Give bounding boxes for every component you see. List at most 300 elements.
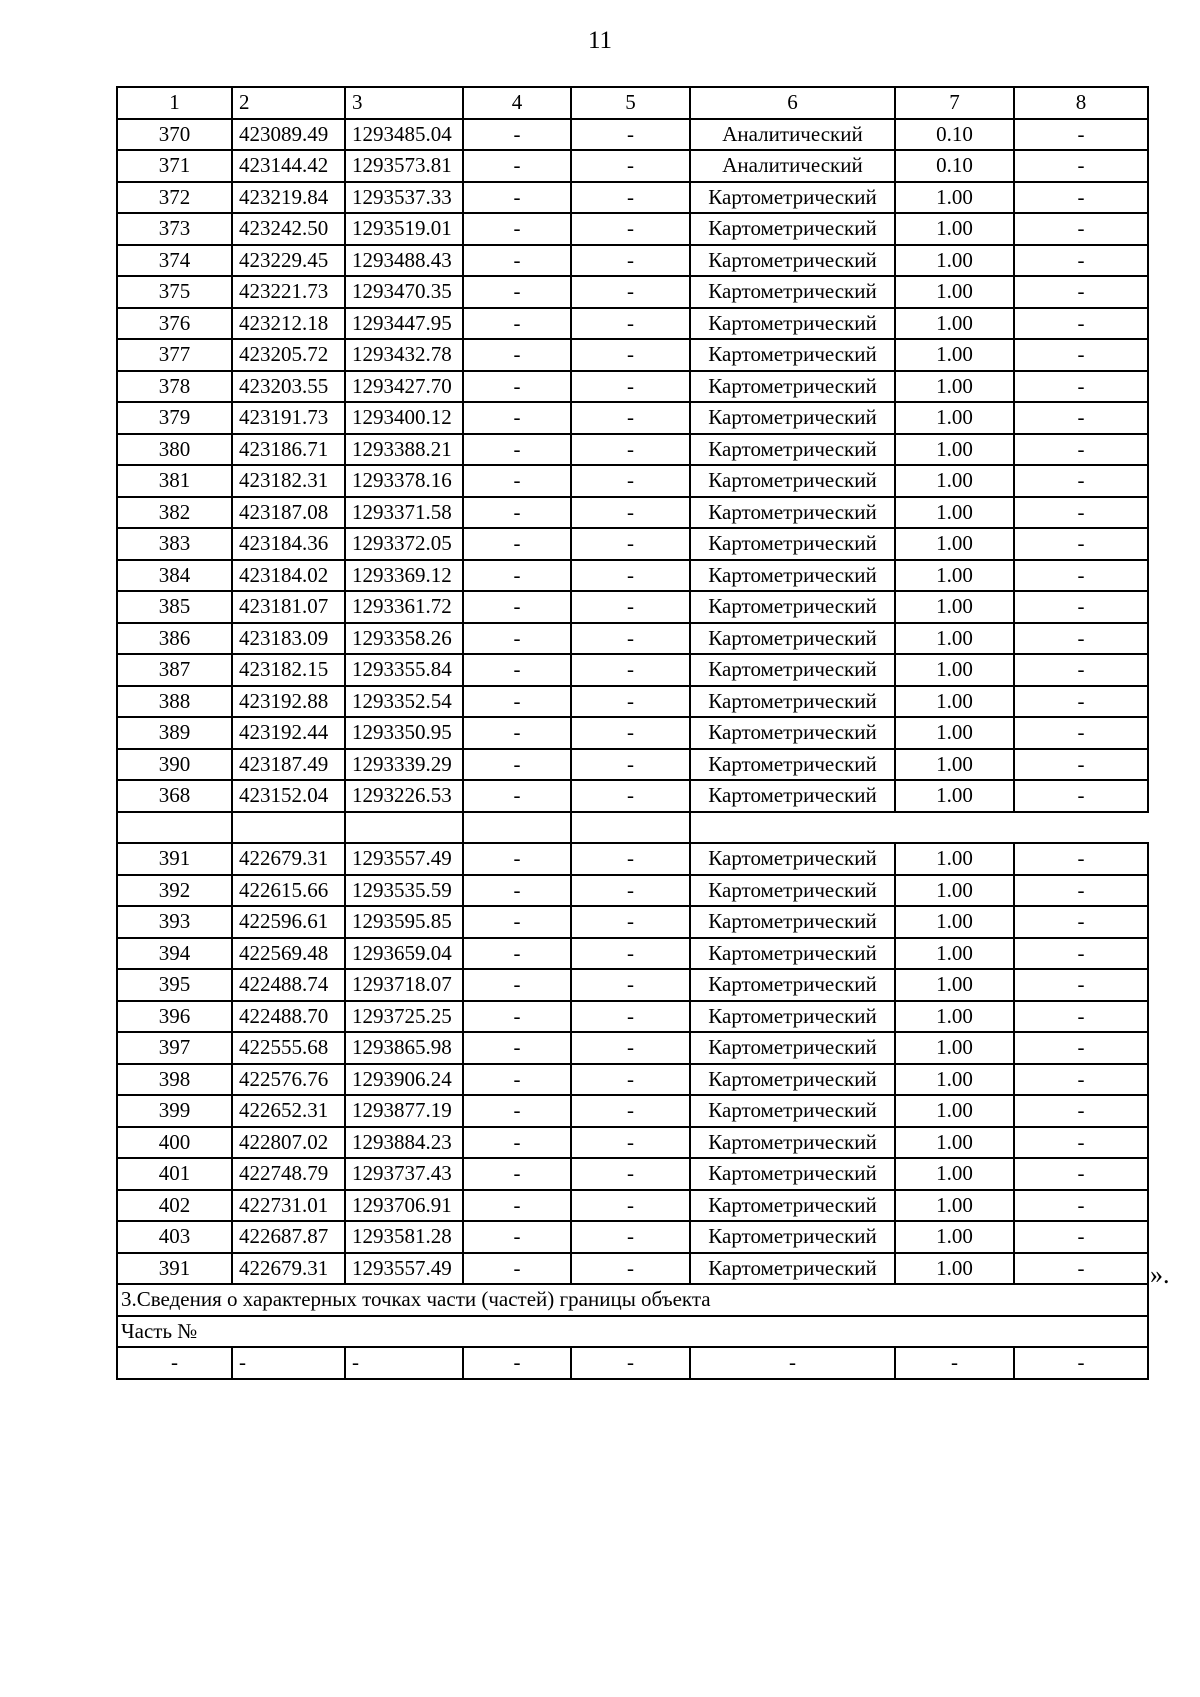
col-8-cell: - bbox=[1014, 1064, 1148, 1096]
col-5-cell: - bbox=[571, 780, 690, 812]
coord-y-cell: 1293470.35 bbox=[345, 276, 463, 308]
col-4-cell: - bbox=[463, 1001, 571, 1033]
col-4-cell: - bbox=[463, 591, 571, 623]
table-row bbox=[117, 245, 1148, 277]
table-row bbox=[117, 717, 1148, 749]
header-row bbox=[117, 87, 1148, 119]
coord-y-cell: 1293371.58 bbox=[345, 497, 463, 529]
method-cell: Картометрический bbox=[690, 1190, 895, 1222]
coord-y-cell: 1293427.70 bbox=[345, 371, 463, 403]
accuracy-cell: 1.00 bbox=[895, 1190, 1014, 1222]
point-number-cell: 375 bbox=[117, 276, 232, 308]
col-8-cell: - bbox=[1014, 434, 1148, 466]
col-5-cell: - bbox=[571, 938, 690, 970]
coord-x-cell: 423187.49 bbox=[232, 749, 345, 781]
point-number-cell: 388 bbox=[117, 686, 232, 718]
table-row bbox=[117, 1001, 1148, 1033]
empty-cell bbox=[345, 812, 463, 844]
col-4-cell: - bbox=[463, 686, 571, 718]
coord-x-cell: 423229.45 bbox=[232, 245, 345, 277]
col-4-cell: - bbox=[463, 560, 571, 592]
coord-y-cell: 1293737.43 bbox=[345, 1158, 463, 1190]
coord-y-cell: 1293447.95 bbox=[345, 308, 463, 340]
col-4-cell: - bbox=[463, 1032, 571, 1064]
accuracy-cell: 1.00 bbox=[895, 213, 1014, 245]
col-8-cell: - bbox=[1014, 686, 1148, 718]
point-number-cell: 393 bbox=[117, 906, 232, 938]
col-5-cell: - bbox=[571, 371, 690, 403]
table-row bbox=[117, 339, 1148, 371]
coord-x-cell: 423184.02 bbox=[232, 560, 345, 592]
col-4-cell: 4 bbox=[463, 87, 571, 119]
col-8-cell: - bbox=[1014, 465, 1148, 497]
col-5-cell: - bbox=[571, 560, 690, 592]
col-4-cell: - bbox=[463, 213, 571, 245]
coord-x-cell: 422652.31 bbox=[232, 1095, 345, 1127]
table-row bbox=[117, 686, 1148, 718]
col-5-cell: - bbox=[571, 843, 690, 875]
col-5-cell: - bbox=[571, 654, 690, 686]
coord-y-cell: 1293865.98 bbox=[345, 1032, 463, 1064]
col-8-cell: - bbox=[1014, 1032, 1148, 1064]
point-number-cell: 381 bbox=[117, 465, 232, 497]
col-8-cell: - bbox=[1014, 371, 1148, 403]
accuracy-cell: 1.00 bbox=[895, 843, 1014, 875]
point-number-cell: 377 bbox=[117, 339, 232, 371]
coord-y-cell: 1293535.59 bbox=[345, 875, 463, 907]
coord-y-cell: 1293884.23 bbox=[345, 1127, 463, 1159]
col-5-cell: - bbox=[571, 402, 690, 434]
accuracy-cell: 0.10 bbox=[895, 150, 1014, 182]
method-cell: Картометрический bbox=[690, 780, 895, 812]
col-8-cell: - bbox=[1014, 623, 1148, 655]
accuracy-cell: 1.00 bbox=[895, 371, 1014, 403]
col-5-cell: - bbox=[571, 497, 690, 529]
table-row bbox=[117, 213, 1148, 245]
col-8-cell: - bbox=[1014, 780, 1148, 812]
coord-y-cell: 1293361.72 bbox=[345, 591, 463, 623]
col-8-cell: - bbox=[1014, 1221, 1148, 1253]
coord-y-cell: 1293488.43 bbox=[345, 245, 463, 277]
col-4-cell: - bbox=[463, 938, 571, 970]
table-row bbox=[117, 591, 1148, 623]
method-cell: Картометрический bbox=[690, 245, 895, 277]
point-number-cell: 379 bbox=[117, 402, 232, 434]
point-number-cell: 385 bbox=[117, 591, 232, 623]
col-5-cell: - bbox=[571, 182, 690, 214]
method-cell: Картометрический bbox=[690, 1001, 895, 1033]
col-8-cell: - bbox=[1014, 591, 1148, 623]
method-cell: Картометрический bbox=[690, 339, 895, 371]
method-cell: Аналитический bbox=[690, 119, 895, 151]
coord-x-cell: 423183.09 bbox=[232, 623, 345, 655]
col-8-cell: - bbox=[1014, 182, 1148, 214]
coord-x-cell: 422807.02 bbox=[232, 1127, 345, 1159]
coord-y-cell: 1293595.85 bbox=[345, 906, 463, 938]
coord-y-cell: 3 bbox=[345, 87, 463, 119]
point-number-cell: 372 bbox=[117, 182, 232, 214]
table-row bbox=[117, 119, 1148, 151]
method-cell: Картометрический bbox=[690, 1095, 895, 1127]
accuracy-cell: 1.00 bbox=[895, 308, 1014, 340]
coord-x-cell: 422679.31 bbox=[232, 843, 345, 875]
col-8-cell: - bbox=[1014, 213, 1148, 245]
coord-y-cell: 1293906.24 bbox=[345, 1064, 463, 1096]
point-number-cell: 387 bbox=[117, 654, 232, 686]
table-row bbox=[117, 875, 1148, 907]
coord-x-cell: 423152.04 bbox=[232, 780, 345, 812]
col-5-cell: - bbox=[571, 245, 690, 277]
method-cell: Картометрический bbox=[690, 276, 895, 308]
table-row bbox=[117, 1127, 1148, 1159]
coord-x-cell: 423187.08 bbox=[232, 497, 345, 529]
coord-x-cell: 423186.71 bbox=[232, 434, 345, 466]
point-number-cell: 397 bbox=[117, 1032, 232, 1064]
col-5-cell: - bbox=[571, 1095, 690, 1127]
col-5-cell: - bbox=[571, 1347, 690, 1379]
point-number-cell: 395 bbox=[117, 969, 232, 1001]
method-cell: Картометрический bbox=[690, 843, 895, 875]
col-5-cell: - bbox=[571, 1032, 690, 1064]
coord-y-cell: 1293350.95 bbox=[345, 717, 463, 749]
col-4-cell: - bbox=[463, 497, 571, 529]
coord-x-cell: 422687.87 bbox=[232, 1221, 345, 1253]
point-number-cell: 376 bbox=[117, 308, 232, 340]
coord-x-cell: 423242.50 bbox=[232, 213, 345, 245]
method-cell: Картометрический bbox=[690, 1032, 895, 1064]
col-8-cell: - bbox=[1014, 497, 1148, 529]
table-row bbox=[117, 938, 1148, 970]
accuracy-cell: 1.00 bbox=[895, 276, 1014, 308]
col-5-cell: - bbox=[571, 1221, 690, 1253]
col-8-cell: - bbox=[1014, 1190, 1148, 1222]
method-cell: Картометрический bbox=[690, 434, 895, 466]
method-cell: Картометрический bbox=[690, 1064, 895, 1096]
col-4-cell: - bbox=[463, 717, 571, 749]
point-number-cell: 394 bbox=[117, 938, 232, 970]
method-cell: Картометрический bbox=[690, 591, 895, 623]
accuracy-cell: 1.00 bbox=[895, 402, 1014, 434]
table-row bbox=[117, 1095, 1148, 1127]
method-cell: Картометрический bbox=[690, 906, 895, 938]
coord-x-cell: 423089.49 bbox=[232, 119, 345, 151]
coord-x-cell: 423205.72 bbox=[232, 339, 345, 371]
col-4-cell: - bbox=[463, 245, 571, 277]
coord-y-cell: 1293581.28 bbox=[345, 1221, 463, 1253]
coord-y-cell: 1293352.54 bbox=[345, 686, 463, 718]
method-cell: Картометрический bbox=[690, 623, 895, 655]
col-8-cell: - bbox=[1014, 119, 1148, 151]
col-8-cell: - bbox=[1014, 150, 1148, 182]
col-4-cell: - bbox=[463, 465, 571, 497]
method-cell: 6 bbox=[690, 87, 895, 119]
col-8-cell: - bbox=[1014, 969, 1148, 1001]
accuracy-cell: 1.00 bbox=[895, 182, 1014, 214]
table-row bbox=[117, 906, 1148, 938]
col-5-cell: - bbox=[571, 591, 690, 623]
closing-quote: ». bbox=[1150, 1260, 1170, 1289]
col-5-cell: - bbox=[571, 308, 690, 340]
accuracy-cell: 1.00 bbox=[895, 245, 1014, 277]
coord-x-cell: - bbox=[232, 1347, 345, 1379]
coord-x-cell: 422488.70 bbox=[232, 1001, 345, 1033]
point-number-cell: 399 bbox=[117, 1095, 232, 1127]
coord-x-cell: 422679.31 bbox=[232, 1253, 345, 1285]
col-5-cell: - bbox=[571, 150, 690, 182]
col-8-cell: - bbox=[1014, 938, 1148, 970]
table-row bbox=[117, 497, 1148, 529]
accuracy-cell: 1.00 bbox=[895, 1095, 1014, 1127]
coord-x-cell: 423192.44 bbox=[232, 717, 345, 749]
accuracy-cell: 1.00 bbox=[895, 1221, 1014, 1253]
col-4-cell: - bbox=[463, 843, 571, 875]
coordinates-table bbox=[116, 86, 1149, 1380]
point-number-cell: 403 bbox=[117, 1221, 232, 1253]
accuracy-cell: 1.00 bbox=[895, 1001, 1014, 1033]
col-4-cell: - bbox=[463, 654, 571, 686]
col-8-cell: - bbox=[1014, 1158, 1148, 1190]
col-5-cell: - bbox=[571, 528, 690, 560]
col-5-cell: - bbox=[571, 623, 690, 655]
coord-y-cell: 1293706.91 bbox=[345, 1190, 463, 1222]
table-row bbox=[117, 969, 1148, 1001]
col-4-cell: - bbox=[463, 182, 571, 214]
coord-y-cell: 1293519.01 bbox=[345, 213, 463, 245]
method-cell: Картометрический bbox=[690, 560, 895, 592]
col-4-cell: - bbox=[463, 276, 571, 308]
col-8-cell: - bbox=[1014, 749, 1148, 781]
accuracy-cell: 0.10 bbox=[895, 119, 1014, 151]
col-4-cell: - bbox=[463, 1095, 571, 1127]
method-cell: Картометрический bbox=[690, 182, 895, 214]
part-number-label: Часть № bbox=[117, 1316, 1148, 1348]
col-5-cell: - bbox=[571, 1253, 690, 1285]
table-row bbox=[117, 1221, 1148, 1253]
col-5-cell: - bbox=[571, 686, 690, 718]
method-cell: Картометрический bbox=[690, 875, 895, 907]
coord-x-cell: 423219.84 bbox=[232, 182, 345, 214]
coord-y-cell: 1293537.33 bbox=[345, 182, 463, 214]
method-cell: Картометрический bbox=[690, 1221, 895, 1253]
table-row bbox=[117, 749, 1148, 781]
accuracy-cell: 1.00 bbox=[895, 780, 1014, 812]
footer-row bbox=[117, 1347, 1148, 1379]
point-number-cell: 398 bbox=[117, 1064, 232, 1096]
col-4-cell: - bbox=[463, 119, 571, 151]
col-4-cell: - bbox=[463, 623, 571, 655]
col-5-cell: - bbox=[571, 749, 690, 781]
coord-x-cell: 422555.68 bbox=[232, 1032, 345, 1064]
col-4-cell: - bbox=[463, 875, 571, 907]
col-5-cell: - bbox=[571, 1158, 690, 1190]
accuracy-cell: 1.00 bbox=[895, 749, 1014, 781]
method-cell: Картометрический bbox=[690, 938, 895, 970]
col-5-cell: - bbox=[571, 1190, 690, 1222]
method-cell: Картометрический bbox=[690, 371, 895, 403]
col-5-cell: - bbox=[571, 875, 690, 907]
coord-x-cell: 423182.31 bbox=[232, 465, 345, 497]
accuracy-cell: 1.00 bbox=[895, 528, 1014, 560]
col-4-cell: - bbox=[463, 1253, 571, 1285]
coord-x-cell: 423212.18 bbox=[232, 308, 345, 340]
coord-y-cell: 1293432.78 bbox=[345, 339, 463, 371]
point-number-cell: 374 bbox=[117, 245, 232, 277]
empty-cell bbox=[232, 812, 345, 844]
col-4-cell: - bbox=[463, 1347, 571, 1379]
col-8-cell: - bbox=[1014, 1347, 1148, 1379]
coord-y-cell: 1293557.49 bbox=[345, 1253, 463, 1285]
table-row bbox=[117, 308, 1148, 340]
accuracy-cell: 7 bbox=[895, 87, 1014, 119]
method-cell: Картометрический bbox=[690, 717, 895, 749]
accuracy-cell: 1.00 bbox=[895, 1127, 1014, 1159]
coord-y-cell: 1293372.05 bbox=[345, 528, 463, 560]
point-number-cell: 371 bbox=[117, 150, 232, 182]
col-5-cell: - bbox=[571, 1001, 690, 1033]
table-row bbox=[117, 1190, 1148, 1222]
point-number-cell: 389 bbox=[117, 717, 232, 749]
col-8-cell: - bbox=[1014, 1127, 1148, 1159]
col-5-cell: - bbox=[571, 465, 690, 497]
accuracy-cell: 1.00 bbox=[895, 339, 1014, 371]
coord-y-cell: 1293226.53 bbox=[345, 780, 463, 812]
method-cell: Картометрический bbox=[690, 749, 895, 781]
coord-x-cell: 422569.48 bbox=[232, 938, 345, 970]
coord-x-cell: 422731.01 bbox=[232, 1190, 345, 1222]
accuracy-cell: 1.00 bbox=[895, 465, 1014, 497]
col-4-cell: - bbox=[463, 528, 571, 560]
col-8-cell: - bbox=[1014, 402, 1148, 434]
coord-y-cell: 1293358.26 bbox=[345, 623, 463, 655]
coord-x-cell: 422748.79 bbox=[232, 1158, 345, 1190]
col-5-cell: 5 bbox=[571, 87, 690, 119]
point-number-cell: 401 bbox=[117, 1158, 232, 1190]
accuracy-cell: 1.00 bbox=[895, 686, 1014, 718]
table-row bbox=[117, 623, 1148, 655]
table-row bbox=[117, 371, 1148, 403]
coord-x-cell: 423144.42 bbox=[232, 150, 345, 182]
method-cell: Картометрический bbox=[690, 686, 895, 718]
coord-x-cell: 423181.07 bbox=[232, 591, 345, 623]
col-8-cell: - bbox=[1014, 308, 1148, 340]
point-number-cell: 368 bbox=[117, 780, 232, 812]
coord-y-cell: 1293725.25 bbox=[345, 1001, 463, 1033]
table-row bbox=[117, 150, 1148, 182]
col-8-cell: - bbox=[1014, 560, 1148, 592]
coord-x-cell: 423184.36 bbox=[232, 528, 345, 560]
col-4-cell: - bbox=[463, 1064, 571, 1096]
col-8-cell: - bbox=[1014, 1095, 1148, 1127]
point-number-cell: 402 bbox=[117, 1190, 232, 1222]
col-4-cell: - bbox=[463, 969, 571, 1001]
accuracy-cell: 1.00 bbox=[895, 875, 1014, 907]
col-5-cell: - bbox=[571, 339, 690, 371]
col-5-cell: - bbox=[571, 276, 690, 308]
accuracy-cell: 1.00 bbox=[895, 969, 1014, 1001]
page-number: 11 bbox=[587, 27, 613, 54]
method-cell: Картометрический bbox=[690, 402, 895, 434]
col-5-cell: - bbox=[571, 1064, 690, 1096]
method-cell: Картометрический bbox=[690, 497, 895, 529]
col-4-cell: - bbox=[463, 1127, 571, 1159]
table-body bbox=[117, 87, 1148, 1379]
method-cell: - bbox=[690, 1347, 895, 1379]
table-row bbox=[117, 1253, 1148, 1285]
coord-y-cell: 1293485.04 bbox=[345, 119, 463, 151]
col-5-cell: - bbox=[571, 717, 690, 749]
point-number-cell: 391 bbox=[117, 843, 232, 875]
col-5-cell: - bbox=[571, 1127, 690, 1159]
empty-cell bbox=[571, 812, 690, 844]
col-4-cell: - bbox=[463, 906, 571, 938]
point-number-cell: 383 bbox=[117, 528, 232, 560]
accuracy-cell: 1.00 bbox=[895, 654, 1014, 686]
coord-y-cell: 1293339.29 bbox=[345, 749, 463, 781]
coord-y-cell: 1293355.84 bbox=[345, 654, 463, 686]
col-8-cell: - bbox=[1014, 843, 1148, 875]
point-number-cell: - bbox=[117, 1347, 232, 1379]
point-number-cell: 392 bbox=[117, 875, 232, 907]
point-number-cell: 390 bbox=[117, 749, 232, 781]
col-5-cell: - bbox=[571, 119, 690, 151]
method-cell: Картометрический bbox=[690, 308, 895, 340]
point-number-cell: 400 bbox=[117, 1127, 232, 1159]
col-4-cell: - bbox=[463, 339, 571, 371]
col-4-cell: - bbox=[463, 1190, 571, 1222]
method-cell: Картометрический bbox=[690, 1253, 895, 1285]
section-3-title: 3.Сведения о характерных точках части (частей) границы объекта bbox=[117, 1284, 1148, 1316]
method-cell: Картометрический bbox=[690, 213, 895, 245]
point-number-cell: 386 bbox=[117, 623, 232, 655]
col-8-cell: - bbox=[1014, 717, 1148, 749]
method-cell: Картометрический bbox=[690, 654, 895, 686]
table-row bbox=[117, 780, 1148, 812]
method-cell: Картометрический bbox=[690, 528, 895, 560]
col-5-cell: - bbox=[571, 434, 690, 466]
accuracy-cell: 1.00 bbox=[895, 1032, 1014, 1064]
col-8-cell: - bbox=[1014, 1001, 1148, 1033]
col-4-cell: - bbox=[463, 1158, 571, 1190]
col-8-cell: 8 bbox=[1014, 87, 1148, 119]
coord-x-cell: 423203.55 bbox=[232, 371, 345, 403]
coord-x-cell: 423192.88 bbox=[232, 686, 345, 718]
col-8-cell: - bbox=[1014, 654, 1148, 686]
point-number-cell: 378 bbox=[117, 371, 232, 403]
coord-y-cell: 1293378.16 bbox=[345, 465, 463, 497]
col-8-cell: - bbox=[1014, 875, 1148, 907]
accuracy-cell: - bbox=[895, 1347, 1014, 1379]
col-8-cell: - bbox=[1014, 245, 1148, 277]
col-4-cell: - bbox=[463, 780, 571, 812]
section-3-title-row bbox=[117, 1284, 1148, 1316]
accuracy-cell: 1.00 bbox=[895, 560, 1014, 592]
point-number-cell: 382 bbox=[117, 497, 232, 529]
table-row bbox=[117, 276, 1148, 308]
table-row bbox=[117, 434, 1148, 466]
empty-cell bbox=[117, 812, 232, 844]
coord-y-cell: 1293388.21 bbox=[345, 434, 463, 466]
table-row bbox=[117, 843, 1148, 875]
accuracy-cell: 1.00 bbox=[895, 1158, 1014, 1190]
table-row bbox=[117, 528, 1148, 560]
point-number-cell: 380 bbox=[117, 434, 232, 466]
point-number-cell: 370 bbox=[117, 119, 232, 151]
point-number-cell: 1 bbox=[117, 87, 232, 119]
coord-y-cell: 1293369.12 bbox=[345, 560, 463, 592]
part-number-label-row bbox=[117, 1316, 1148, 1348]
method-cell: Картометрический bbox=[690, 969, 895, 1001]
empty-cell bbox=[690, 812, 1148, 844]
